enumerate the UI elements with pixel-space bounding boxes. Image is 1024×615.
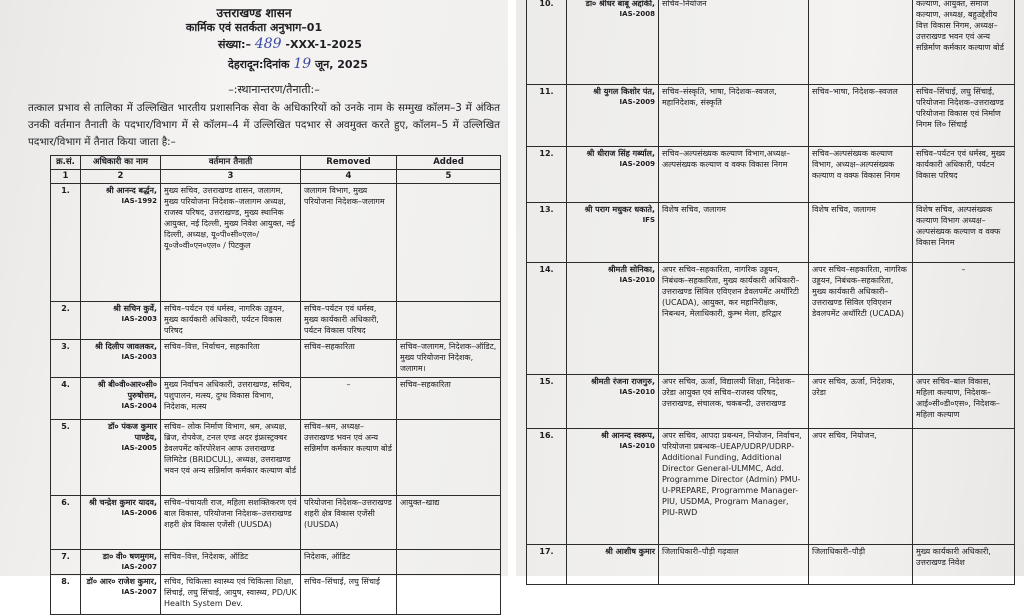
officer-name: डॉ० आर० राजेश कुमार, (86, 577, 157, 586)
current-posting-cell: सचिव–वित्त, निर्वाचन, सहकारिता (161, 340, 301, 378)
date-label: देहरादून:दिनांक (228, 58, 290, 71)
officer-batch: IAS-2010 (619, 276, 655, 284)
table-row (527, 429, 1015, 545)
table-row (51, 496, 501, 550)
serial-cell: 17. (527, 545, 567, 585)
current-posting-cell: सचिव, चिकित्सा स्वास्थ्य एवं चिकित्सा शिक्षा, सिंचाई, लघु सिंचाई, आयुष, स्वास्थ्य, PD/UK Health System Dev. (161, 575, 301, 615)
officer-name: श्री बी०वी०आर०सी० पुरुषोत्तम, (97, 380, 157, 400)
officer-name-cell (567, 263, 659, 375)
serial-cell: 8. (51, 575, 81, 615)
table-row (527, 375, 1015, 429)
table-body-left (51, 184, 501, 615)
table-row (51, 378, 501, 420)
added-cell: सचिव–सिंचाई, लघु सिंचाई, परियोजना निदेशक–उत्तराखण्ड परियोजना विकास एवं निर्माण निगम लि० सिंचाई (913, 85, 1015, 147)
removed-cell: सचिव–भाषा, निदेशक–स्वजल (809, 85, 913, 147)
current-posting-cell: मुख्य निर्वाचन अधिकारी, उत्तराखण्ड, सचिव, पशुपालन, मत्स्य, दुग्ध विकास विभाग, निदेशक, मत्स्य (161, 378, 301, 420)
header-serial: क्र.सं. (51, 156, 81, 170)
officer-name-cell (81, 420, 161, 496)
current-posting-cell: सचिव–नियोजन (659, 0, 809, 85)
header-current-posting: वर्तमान तैनाती (161, 156, 301, 170)
officer-name: श्री युगल किशोर पंत, (593, 87, 655, 96)
removed-cell: सचिव–सहकारिता (301, 340, 397, 378)
table-row (51, 340, 501, 378)
table-row (527, 0, 1015, 85)
table-row (51, 302, 501, 340)
serial-cell: 10. (527, 0, 567, 85)
officer-name-cell (81, 184, 161, 302)
officer-name-cell (81, 340, 161, 378)
serial-cell: 15. (527, 375, 567, 429)
officer-name-cell (81, 550, 161, 575)
officer-batch: IAS-2007 (121, 588, 157, 596)
table-row (527, 263, 1015, 375)
officer-batch: IAS-1992 (121, 197, 157, 205)
table-row (527, 545, 1015, 585)
current-posting-cell: सचिव–पंचायती राज, महिला सशक्तिकरण एवं बाल विकास, परियोजना निदेशक–उत्तराखण्ड शहरी क्षेत्र विकास एजेंसी (UUSDA) (161, 496, 301, 550)
officer-name: श्री दिलीप जावलकर, (94, 342, 157, 351)
removed-cell: निदेशक, ऑडिट (301, 550, 397, 575)
handwritten-number: 489 (254, 36, 282, 52)
table-header-row (51, 156, 501, 170)
removed-cell: – (301, 378, 397, 420)
serial-cell: 16. (527, 429, 567, 545)
officer-name: श्रीमती रंजना राजगुरु, (590, 377, 655, 386)
serial-cell: 7. (51, 550, 81, 575)
table-row (51, 575, 501, 615)
officer-name-cell (81, 302, 161, 340)
number-suffix: -XXX-1-2025 (285, 38, 362, 51)
order-date (228, 56, 368, 72)
officer-batch: IAS-2003 (121, 353, 157, 361)
added-cell (397, 420, 501, 496)
right-document-page (516, 0, 1024, 576)
removed-cell (809, 0, 913, 85)
transfer-table-left (50, 155, 501, 615)
officer-batch: IAS-2009 (619, 160, 655, 168)
officer-name-cell (567, 147, 659, 203)
officer-batch: IAS-2008 (619, 10, 655, 18)
current-posting-cell: सचिव– लोक निर्माण विभाग, श्रम, अध्यक्ष, ब्रिज, रोपवेज, टनल एण्ड अदर इंफ्रास्ट्रक्चर डेवलपमेंट कॉरपोरेशन आफ उत्तराखण्ड लिमिटेड (BRIDCUL), अध्यक्ष, उत्तराखण्ड भवन एवं अन्य सन्निर्माण कर्मकार कल्याण बोर्ड (161, 420, 301, 496)
officer-name: श्री आशीष कुमार (605, 547, 655, 556)
added-cell (397, 550, 501, 575)
serial-cell: 12. (527, 147, 567, 203)
officer-name: श्री आनन्द स्वरूप, (600, 431, 655, 440)
current-posting-cell: अपर सचिव–सहकारिता, नागरिक उड्डयन, निबंधक–सहकारिता, मुख्य कार्यकारी अधिकारी– उत्तराखण्ड सिविल एविएशन डेवलपमेंट अथॉरिटी (UCADA), आयुक्त, कर महानिरीक्षक, निबन्धन, मेलाधिकारी, कुम्भ मेला, हरिद्वार (659, 263, 809, 375)
current-posting-cell: मुख्य सचिव, उत्तराखण्ड शासन, जलागम, मुख्य परियोजना निदेशक–जलागम अध्यक्ष, राजस्व परिषद, उत्तराखण्ड, मुख्य स्थानिक आयुक्त, नई दिल्ली, मुख्य निवेश आयुक्त, नई दिल्ली, अध्यक्ष, यू०पी०सी०एल०/ यू०जे०वी०एन०एल० / पिटकुल (161, 184, 301, 302)
added-cell (397, 302, 501, 340)
transfer-table-right (526, 0, 1015, 585)
officer-batch: IAS-2005 (121, 444, 157, 452)
order-paragraph: तत्काल प्रभाव से तालिका में उल्लिखित भारतीय प्रशासनिक सेवा के अधिकारियों को उनके नाम के सम्मुख कॉलम–3 में अंकित उनकी वर्तमान तैनाती के पदभार/विभाग में से कॉलम–4 में उल्लिखित पदभार से अवमुक्त करते हुए, कॉलम–5 में उल्लिखित पदभार/विभाग में तैनात किया जाता है:– (28, 102, 500, 148)
serial-cell: 2. (51, 302, 81, 340)
current-posting-cell: सचिव–संस्कृति, भाषा, निदेशक–स्वजल, महानिदेशक, संस्कृति (659, 85, 809, 147)
government-heading: उत्तराखण्ड शासन (216, 6, 292, 20)
added-cell (397, 575, 501, 615)
header-removed: Removed (301, 156, 397, 170)
officer-name: श्री पराग मधुकर धकाते, (584, 205, 655, 214)
current-posting-cell: सचिव–अल्पसंख्यक कल्याण विभाग,अध्यक्ष–अल्पसंख्यक कल्याण व वक्फ विकास निगम (659, 147, 809, 203)
officer-batch: IAS-2003 (121, 315, 157, 323)
added-cell: सचिव–सहकारिता (397, 378, 501, 420)
removed-cell: परियोजना निदेशक–उत्तराखण्ड शहरी क्षेत्र विकास एजेंसी (UUSDA) (301, 496, 397, 550)
serial-cell: 13. (527, 203, 567, 263)
added-cell: मुख्य कार्यकारी अधिकारी, उत्तराखण्ड निवेश (913, 545, 1015, 585)
officer-batch: IAS-2010 (619, 442, 655, 450)
added-cell: सचिव–पर्यटन एवं धर्मस्व, मुख्य कार्यकारी अधिकारी, पर्यटन विकास परिषद (913, 147, 1015, 203)
page-divider (508, 0, 516, 576)
column-number: 4 (301, 170, 397, 184)
removed-cell: सचिव–पर्यटन एवं धर्मस्व, मुख्य कार्यकारी अधिकारी, पर्यटन विकास परिषद (301, 302, 397, 340)
current-posting-cell: सचिव–पर्यटन एवं धर्मस्व, नागरिक उड्डयन, मुख्य कार्यकारी अधिकारी, पर्यटन विकास परिषद (161, 302, 301, 340)
removed-cell: विशेष सचिव, जलागम (809, 203, 913, 263)
current-posting-cell: अपर सचिव, ऊर्जा, विद्यालयी शिक्षा, निदेशक–उरेडा आयुक्त एवं सचिव–राजस्व परिषद, उत्तराखण्ड, संचालक, चकबन्दी, उत्तराखण्ड (659, 375, 809, 429)
officer-name: श्री आनन्द बर्द्धन, (105, 186, 157, 195)
table-row (51, 420, 501, 496)
header-added: Added (397, 156, 501, 170)
officer-name-cell (81, 378, 161, 420)
officer-name: श्री धीराज सिंह गर्ब्याल, (586, 149, 655, 158)
officer-batch: IAS-2004 (121, 402, 157, 410)
handwritten-date: 19 (293, 56, 312, 72)
officer-batch: IAS-2007 (121, 563, 157, 571)
left-document-page (0, 0, 508, 608)
removed-cell: जलागम विभाग, मुख्य परियोजना निदेशक–जलागम (301, 184, 397, 302)
current-posting-cell: अपर सचिव, आपदा प्रबन्धन, नियोजन, निर्वाचन, परियोजना प्रबन्धक–UEAP/UDRP/UDRP-Additional Funding, Additional Director General-ULMMC, Add. Programme Director (Admin) PMU-U-PREPARE, Programme Manager-PIU, USDMA, Program Manager, PIU-RWD (659, 429, 809, 545)
officer-name-cell (567, 0, 659, 85)
serial-cell: 4. (51, 378, 81, 420)
removed-cell: जिलाधिकारी–पौड़ी (809, 545, 913, 585)
column-number: 5 (397, 170, 501, 184)
table-row (51, 550, 501, 575)
removed-cell: सचिव–अल्पसंख्यक कल्याण विभाग, अध्यक्ष–अल्पसंख्यक कल्याण व वक्फ विकास निगम (809, 147, 913, 203)
officer-name-cell (567, 429, 659, 545)
table-body-right (527, 0, 1015, 585)
order-number (218, 36, 362, 52)
officer-name: श्रीमती सोनिका, (607, 265, 655, 274)
added-cell: आयुक्त–खाद्य (397, 496, 501, 550)
officer-name-cell (567, 545, 659, 585)
added-cell: कल्याण, आयुक्त, समाज कल्याण, अध्यक्ष, बहुउद्देशीय वित्त विकास निगम, अध्यक्ष–उत्तराखण्ड भवन एवं अन्य सन्निर्माण कर्मकार कल्याण बोर्ड (913, 0, 1015, 85)
serial-cell: 5. (51, 420, 81, 496)
current-posting-cell: विशेष सचिव, जलागम (659, 203, 809, 263)
number-label: संख्या:– (218, 38, 251, 51)
current-posting-cell: सचिव–वित्त, निदेशक, ऑडिट (161, 550, 301, 575)
serial-cell: 1. (51, 184, 81, 302)
serial-cell: 14. (527, 263, 567, 375)
added-cell: सचिव–जलागम, निदेशक–ऑडिट, मुख्य परियोजना निदेशक, जलागम। (397, 340, 501, 378)
added-cell (913, 429, 1015, 545)
column-number-row (51, 170, 501, 184)
removed-cell: अपर सचिव, नियोजन, (809, 429, 913, 545)
officer-name: डॉ० पंकज कुमार पाण्डेय, (108, 422, 157, 442)
officer-name-cell (81, 575, 161, 615)
officer-name-cell (567, 375, 659, 429)
officer-name: श्री सचिन कुर्वे, (113, 304, 157, 313)
removed-cell: अपर सचिव–सहकारिता, नागरिक उड्डयन, निबंधक–सहकारिता, मुख्य कार्यकारी अधिकारी–उत्तराखण्ड सिविल एविएशन डेवलपमेंट अथॉरिटी (UCADA) (809, 263, 913, 375)
officer-name-cell (567, 85, 659, 147)
officer-name-cell (567, 203, 659, 263)
removed-cell: सचिव–सिंचाई, लघु सिंचाई (301, 575, 397, 615)
officer-name: डा० श्रीधर बाबू अद्दांकी, (585, 0, 655, 8)
added-cell: अपर सचिव–बाल विकास, महिला कल्याण, निदेशक–आई०सी०डी०एस०, निदेशक–महिला कल्याण (913, 375, 1015, 429)
table-row (527, 147, 1015, 203)
added-cell: – (913, 263, 1015, 375)
removed-cell: सचिव–श्रम, अध्यक्ष–उत्तराखण्ड भवन एवं अन्य सन्निर्माण कर्मकार कल्याण बोर्ड (301, 420, 397, 496)
table-row (527, 85, 1015, 147)
added-cell: विशेष सचिव, अल्पसंख्यक कल्याण विभाग अध्यक्ष–अल्पसंख्यक कल्याण व वक्फ विकास निगम (913, 203, 1015, 263)
column-number: 2 (81, 170, 161, 184)
column-number: 3 (161, 170, 301, 184)
subject-line: –:स्थानान्तरण/तैनाती:– (228, 83, 320, 96)
department-heading: कार्मिक एवं सतर्कता अनुभाग–01 (185, 21, 323, 34)
current-posting-cell: जिलाधिकारी–पौड़ी गढ़वाल (659, 545, 809, 585)
column-number: 1 (51, 170, 81, 184)
officer-batch: IAS-2009 (619, 98, 655, 106)
officer-batch: IAS-2010 (619, 388, 655, 396)
officer-name: श्री चन्द्रेश कुमार यादव, (88, 498, 157, 507)
officer-batch: IAS-2006 (121, 509, 157, 517)
table-row (527, 203, 1015, 263)
serial-cell: 6. (51, 496, 81, 550)
header-officer-name: अधिकारी का नाम (81, 156, 161, 170)
officer-name: डा० वी० षणमुगम, (102, 552, 157, 561)
removed-cell: अपर सचिव, ऊर्जा, निदेशक, उरेडा (809, 375, 913, 429)
officer-name-cell (81, 496, 161, 550)
added-cell (397, 184, 501, 302)
officer-batch: IFS (642, 216, 655, 224)
serial-cell: 11. (527, 85, 567, 147)
table-row (51, 184, 501, 302)
date-suffix: जून, 2025 (314, 58, 368, 71)
serial-cell: 3. (51, 340, 81, 378)
